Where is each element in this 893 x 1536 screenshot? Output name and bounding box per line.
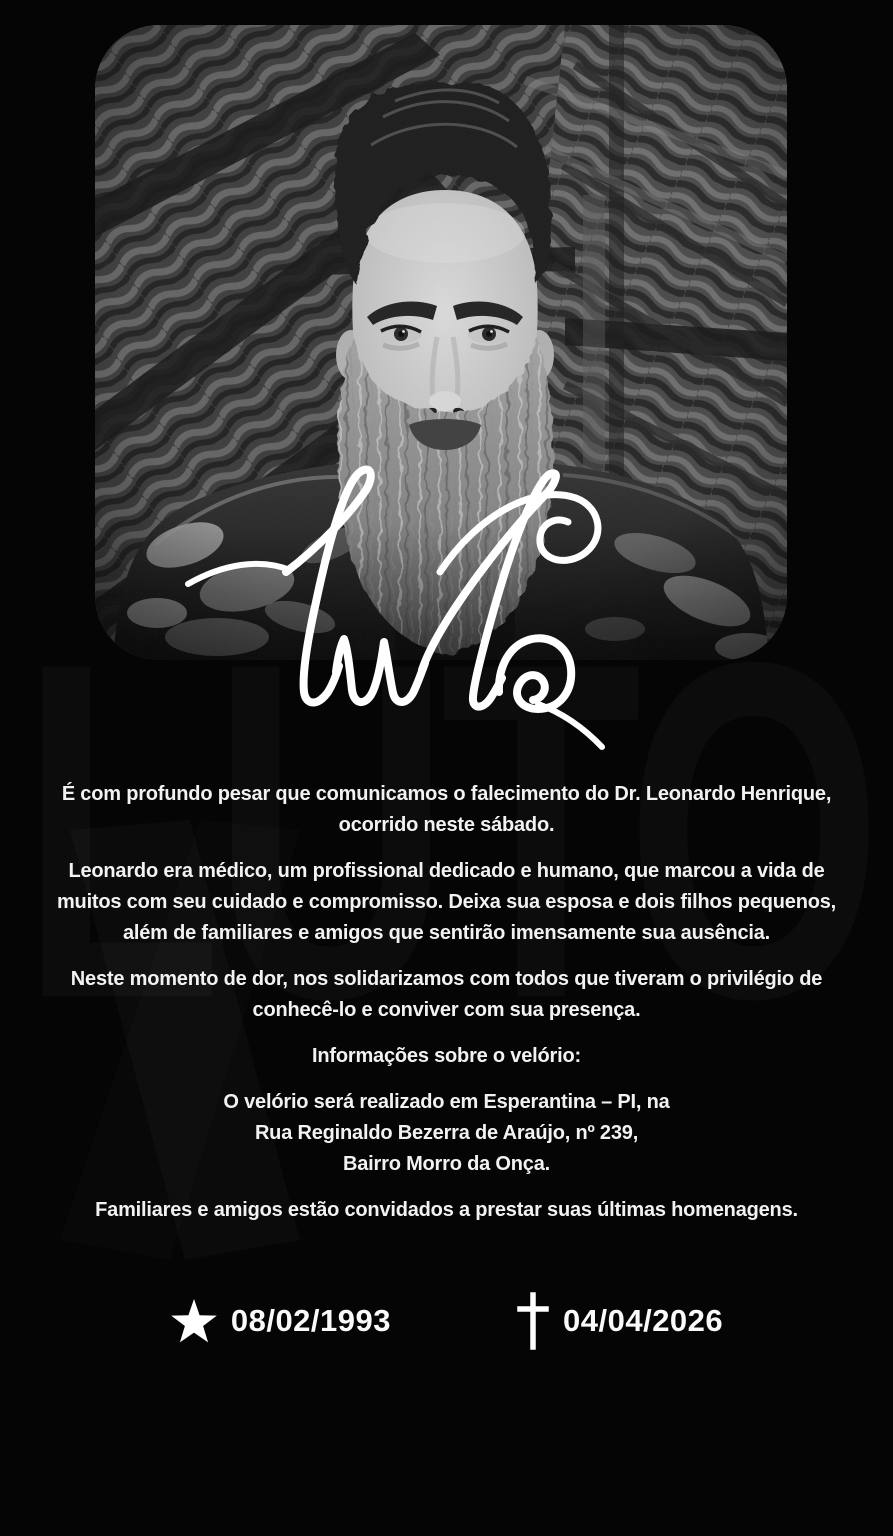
death-date-value: 04/04/2026 <box>563 1303 724 1338</box>
text-line: Rua Reginaldo Bezerra de Araújo, nº 239, <box>254 1122 639 1144</box>
text-line: Neste momento de dor, nos solidarizamos com todos que tiveram o privilégio de <box>70 968 823 990</box>
text-line: É com profundo pesar que comunicamos o falecimento do Dr. Leonardo Henrique, <box>61 783 832 805</box>
text-line: Familiares e amigos estão convidados a prestar suas últimas homenagens. <box>95 1199 798 1221</box>
announcement-paragraph <box>0 856 893 949</box>
announcement-block <box>0 779 893 1226</box>
birth-date-value: 08/02/1993 <box>230 1303 391 1338</box>
announcement-paragraph <box>0 1087 893 1180</box>
text-line: conhecê-lo e conviver com sua presença. <box>252 999 641 1021</box>
text-line: além de familiares e amigos que sentirão imensamente sua ausência. <box>122 922 771 944</box>
text-line: Leonardo era médico, um profissional dedicado e humano, que marcou a vida de <box>68 860 825 882</box>
velorio-heading: Informações sobre o velório: <box>312 1045 581 1067</box>
birth-date-item <box>170 1297 391 1345</box>
death-date-item <box>516 1292 723 1350</box>
dates-row <box>0 1292 893 1350</box>
text-line: muitos com seu cuidado e compromisso. Deixa sua esposa e dois filhos pequenos, <box>56 891 837 913</box>
announcement-paragraph <box>0 779 893 841</box>
luto-script <box>178 452 648 762</box>
text-line: ocorrido neste sábado. <box>338 814 555 836</box>
text-line: Bairro Morro da Onça. <box>343 1153 550 1175</box>
announcement-paragraph <box>0 1195 893 1226</box>
announcement-paragraph <box>0 964 893 1026</box>
star-icon <box>170 1297 218 1345</box>
text-line: O velório será realizado em Esperantina – PI, na <box>223 1091 670 1113</box>
cross-icon <box>516 1292 550 1350</box>
